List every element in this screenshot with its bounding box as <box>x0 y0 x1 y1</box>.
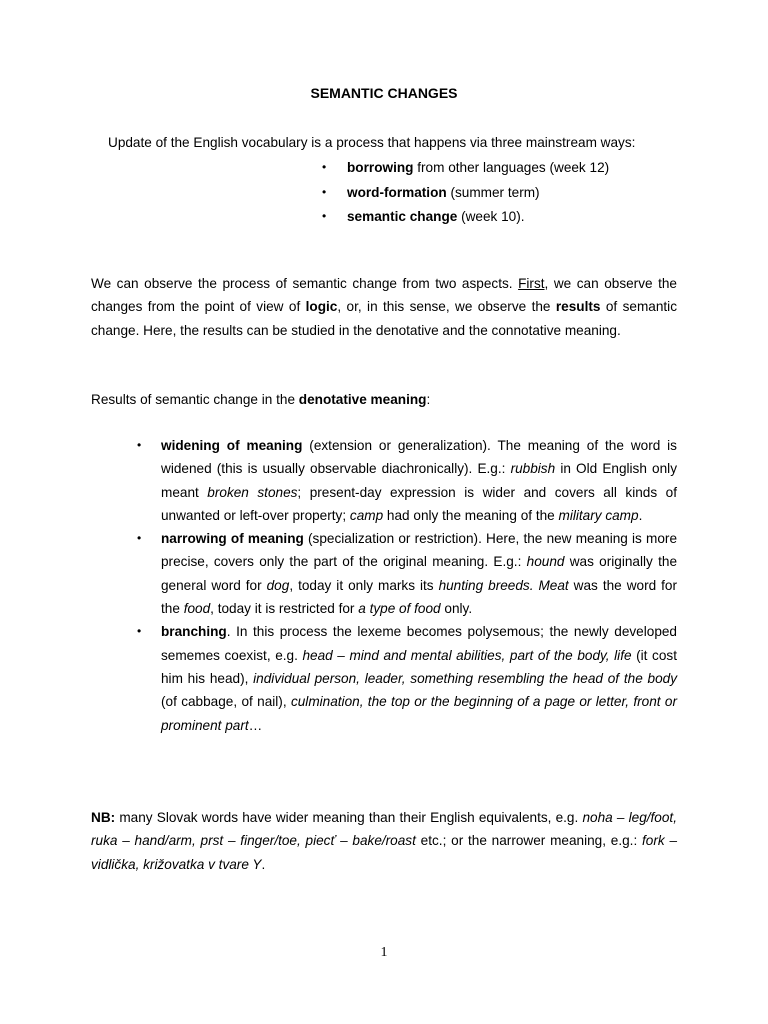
list-item <box>322 183 609 208</box>
list-item <box>322 207 609 232</box>
bold-word: logic <box>305 299 338 315</box>
logic-paragraph <box>91 272 677 342</box>
results-heading <box>91 388 677 411</box>
italic-word: camp <box>349 507 384 523</box>
nb-label: NB: <box>91 810 116 825</box>
text-span: Results of semantic change in the <box>91 392 299 407</box>
italic-phrase: individual person, leader, something resembling the head of the body <box>253 670 678 686</box>
italic-phrase: culmination, the top or the beginning of a page or letter, front or prominent part <box>161 694 677 733</box>
italic-word: military camp <box>558 507 639 523</box>
text-span: (specialization or restriction). Here, the new meaning is more precise, covers only the part of the original meaning. E.g.: <box>161 531 678 570</box>
text-span: , we can observe the changes from the point of view of <box>91 276 677 315</box>
italic-phrase: head – mind and mental abilities, part of the body, life <box>302 647 632 663</box>
italic-word: hound <box>526 554 565 570</box>
text-span: . <box>638 507 643 523</box>
way-detail: (week 10). <box>457 209 525 224</box>
italic-word: broken stones <box>207 484 298 500</box>
way-detail: from other languages (week 12) <box>413 160 610 175</box>
bold-term: branching <box>161 624 227 640</box>
text-span: … <box>248 717 263 733</box>
branching-item <box>161 620 677 736</box>
text-span: : <box>426 392 431 407</box>
ways-list <box>322 158 609 232</box>
text-span: (it cost him his head), <box>161 647 677 686</box>
narrowing-item <box>161 527 677 620</box>
list-item <box>322 158 609 183</box>
text-span: only. <box>440 601 473 617</box>
way-detail: (summer term) <box>446 184 540 200</box>
text-span: , today it is restricted for <box>210 601 359 617</box>
text-span: etc.; or the narrower meaning, e.g.: <box>415 833 643 849</box>
text-span: We can observe the process of semantic change from two aspects. <box>91 276 519 291</box>
text-span: . <box>261 856 266 872</box>
text-span: was originally the general word for <box>161 554 678 593</box>
bold-term: narrowing of meaning <box>161 531 304 547</box>
text-span: (of cabbage, of nail), <box>161 694 291 710</box>
bold-term: widening of meaning <box>161 438 303 453</box>
italic-word: rubbish <box>510 461 556 477</box>
text-span: ; present-day expression is wider and covers all kinds of unwanted or left-over property; <box>161 484 677 523</box>
italic-word: food <box>183 601 211 617</box>
italic-word: dog <box>266 577 290 593</box>
document-title: SEMANTIC CHANGES <box>310 85 458 101</box>
italic-word: a type of food <box>358 601 441 617</box>
way-term: semantic change <box>347 209 458 224</box>
bold-word: denotative meaning <box>298 392 427 407</box>
text-span: (extension or generalization). The meaning of the word is widened (this is usually observable diachronically). E.g.: <box>161 438 677 477</box>
italic-phrase: noha – leg/foot, ruka – hand/arm, prst – finger/toe, piecť – bake/roast <box>91 810 677 849</box>
results-list <box>161 434 677 737</box>
intro-sentence: Update of the English vocabulary is a process that happens via three mainstream ways: <box>108 135 636 150</box>
page-number: 1 <box>380 945 388 960</box>
italic-word: hunting breeds. Meat <box>438 577 569 593</box>
text-span: , today it only marks its <box>289 577 439 593</box>
widening-item <box>161 434 677 527</box>
text-span: . In this process the lexeme becomes polysemous; the newly developed sememes coexist, e.g. <box>161 624 677 663</box>
italic-phrase: fork – vidlička, križovatka v tvare Y <box>91 833 678 872</box>
way-term: borrowing <box>347 160 414 175</box>
text-span: many Slovak words have wider meaning than their English equivalents, e.g. <box>115 810 583 825</box>
text-span: of semantic change. Here, the results can be studied in the denotative and the connotative meaning. <box>91 299 677 338</box>
underlined-word: First <box>518 276 545 291</box>
text-span: in Old English only meant <box>161 461 677 500</box>
bold-word: results <box>555 299 601 315</box>
nb-paragraph <box>91 806 677 876</box>
way-term: word-formation <box>347 184 447 200</box>
text-span: , or, in this sense, we observe the <box>337 299 556 315</box>
text-span: had only the meaning of the <box>383 507 559 523</box>
text-span: was the word for the <box>161 577 678 617</box>
